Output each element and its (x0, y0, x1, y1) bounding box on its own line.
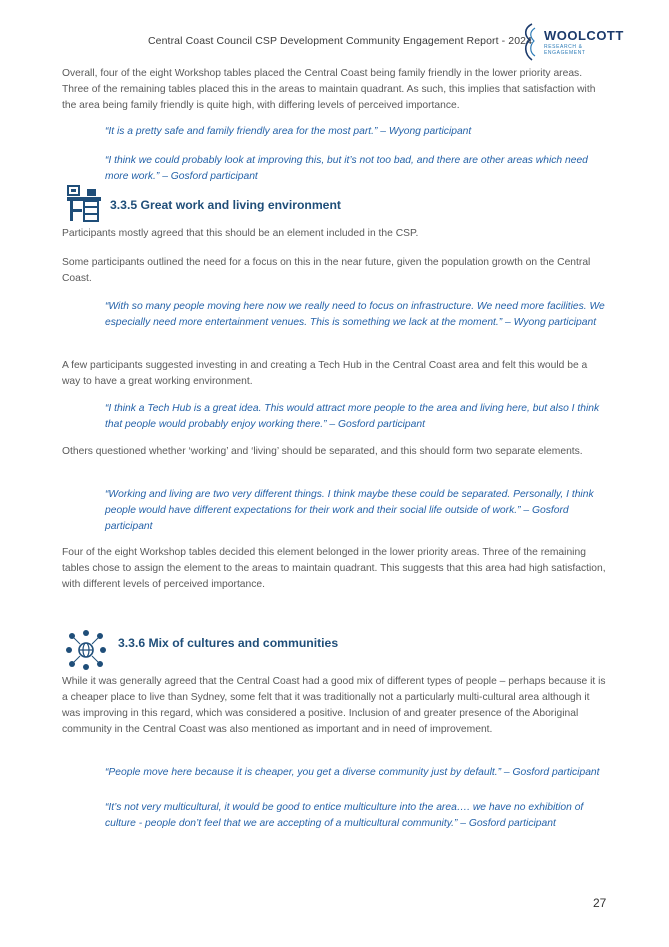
section-336-heading: 3.3.6 Mix of cultures and communities (118, 636, 339, 650)
intro-quote-2: “I think we could probably look at improving this, but it’s not too bad, and there are other areas which need more work.” – Gosford participant (105, 155, 588, 182)
global-community-icon (66, 630, 106, 670)
section-336-p1: While it was generally agreed that the Central Coast had a good mix of different types of people – perhaps because it is a cheaper place to live than Sydney, some felt that it was traditionally not a particularly multi-cultural area although it was improving in this regard, which was considered a positive. Inclusion of and greater presence of the Aboriginal community in the Central Coast was also mentioned as important and in need of improvement. (62, 676, 606, 735)
page-number: 27 (593, 896, 607, 910)
section-335-p3: A few participants suggested investing in and creating a Tech Hub in the Central Coast area and felt this would be a way to have a great working environment. (62, 360, 588, 387)
section-335-quote-2: “I think a Tech Hub is a great idea. This would attract more people to the area and living here, but also I think that people would probably enjoy working there.” – Gosford participant (105, 403, 600, 430)
header-title: Central Coast Council CSP Development Community Engagement Report - 2024 (148, 35, 533, 47)
logo-subtitle: RESEARCH & ENGAGEMENT (544, 44, 586, 56)
section-335-p2: Some participants outlined the need for a focus on this in the near future, given the population growth on the Central Coast. (62, 257, 591, 284)
section-336-quote-2: “It’s not very multicultural, it would be good to entice multiculture into the area…. we have no exhibition of culture - people don’t feel that we are accepting of a multicultural community.” – Gosford participant (105, 802, 584, 829)
section-335-quote-3: “Working and living are two very different things. I think maybe these could be separated. Personally, I think people would have different expectations for their work and their social life outside of work.” – Gosford participant (105, 489, 594, 532)
section-335-quote-1: “With so many people moving here now we really need to focus on infrastructure. We need more facilities. We especially need more entertainment venues. This is something we lack at the moment.” – Wyong participant (105, 301, 605, 328)
section-335-p5: Four of the eight Workshop tables decided this element belonged in the lower priority areas. Three of the remaining tables chose to assign the element to the areas to maintain quadrant. This suggests that this area had high satisfaction, with different levels of perceived importance. (62, 547, 606, 590)
section-335-heading: 3.3.5 Great work and living environment (110, 198, 341, 212)
workspace-icon (66, 184, 102, 222)
logo-mark-icon (520, 22, 542, 62)
section-336-quote-1: “People move here because it is cheaper, you get a diverse community just by default.” – Gosford participant (105, 767, 600, 778)
intro-quote-1: “It is a pretty safe and family friendly area for the most part.” – Wyong participant (105, 126, 472, 137)
logo-brand: WOOLCOTT (544, 28, 624, 43)
section-335-p1: Participants mostly agreed that this should be an element included in the CSP. (62, 228, 419, 239)
intro-paragraph: Overall, four of the eight Workshop tables placed the Central Coast being family friendly in the lower priority areas. Three of the remaining tables placed this in the areas to maintain quadrant. As such, this implies that satisfaction with the area being family friendly is quite high, with differing levels of perceived importance. (62, 68, 596, 111)
woolcott-logo (520, 22, 624, 62)
section-335-p4: Others questioned whether ‘working’ and ‘living’ should be separated, and this should form two separate elements. (62, 446, 583, 457)
